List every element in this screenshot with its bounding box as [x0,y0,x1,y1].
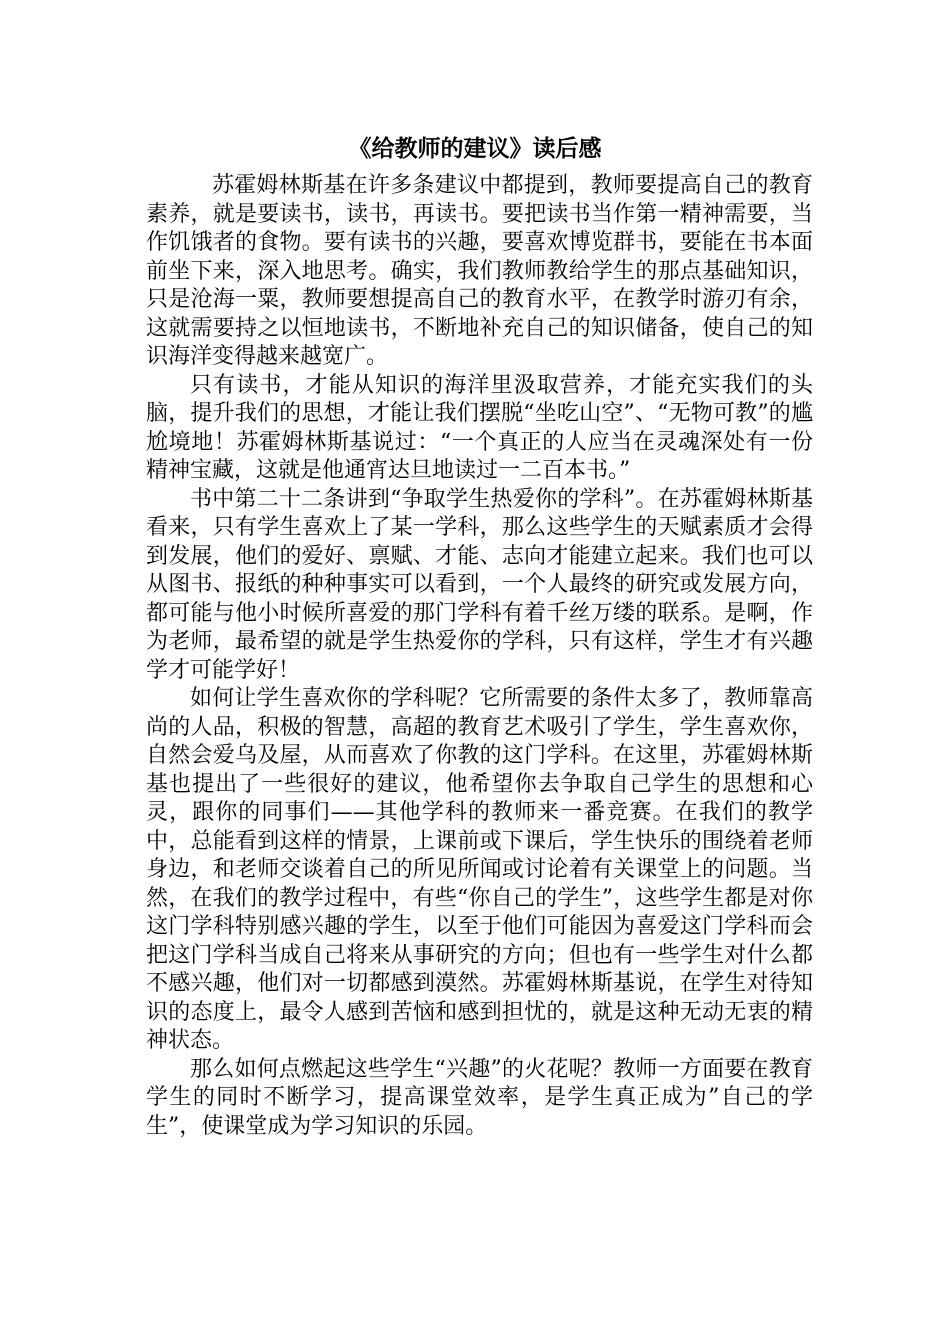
paragraph-1: 苏霍姆林斯基在许多条建议中都提到，教师要提高自己的教育素养，就是要读书，读书，再读书。要把读书当作第一精神需要，当作饥饿者的食物。要有读书的兴趣，要喜欢博览群书，要能在书本面前坐下来，深入地思考。确实，我们教师教给学生的那点基础知识，只是沧海一粟，教师要想提高自己的教育水平，在教学时游刃有余，这就需要持之以恒地读书，不断地补充自己的知识储备，使自己的知识海洋变得越来越宽广。 [146,173,813,369]
document-title: 《给教师的建议》读后感 [348,136,602,162]
document-body [146,172,813,1141]
paragraph-5: 那么如何点燃起这些学生“兴趣”的火花呢？教师一方面要在教育学生的同时不断学习，提高课堂效率，是学生真正成为”自己的学生”，使课堂成为学习知识的乐园。 [146,1056,813,1139]
paragraph-3: 书中第二十二条讲到“争取学生热爱你的学科”。在苏霍姆林斯基看来，只有学生喜欢上了某一学科，那么这些学生的天赋素质才会得到发展，他们的爱好、禀赋、才能、志向才能建立起来。我们也可以从图书、报纸的种种事实可以看到，一个人最终的研究或发展方向，都可能与他小时候所喜爱的那门学科有着千丝万缕的联系。是啊，作为老师，最希望的就是学生热爱你的学科，只有这样，学生才有兴趣学才可能学好！ [146,486,813,683]
paragraph-2: 只有读书，才能从知识的海洋里汲取营养，才能充实我们的头脑，提升我们的思想，才能让我们摆脱“坐吃山空”、“无物可教”的尴尬境地！苏霍姆林斯基说过：“一个真正的人应当在灵魂深处有一份精神宝藏，这就是他通宵达旦地读过一二百本书。” [146,372,813,483]
paragraph-4: 如何让学生喜欢你的学科呢？它所需要的条件太多了，教师靠高尚的人品，积极的智慧，高超的教育艺术吸引了学生，学生喜欢你，自然会爱乌及屋，从而喜欢了你教的这门学科。在这里，苏霍姆林斯基也提出了一些很好的建议，他希望你去争取自己学生的思想和心灵，跟你的同事们——其他学科的教师来一番竞赛。在我们的教学中，总能看到这样的情景，上课前或下课后，学生快乐的围绕着老师身边，和老师交谈着自己的所见所闻或讨论着有关课堂上的问题。当然，在我们的教学过程中，有些“你自己的学生”，这些学生都是对你这门学科特别感兴趣的学生，以至于他们可能因为喜爱这门学科而会把这门学科当成自己将来从事研究的方向；但也有一些学生对什么都不感兴趣，他们对一切都感到漠然。苏霍姆林斯基说，在学生对待知识的态度上，最令人感到苦恼和感到担忧的，就是这种无动无衷的精神状态。 [146,686,813,1053]
